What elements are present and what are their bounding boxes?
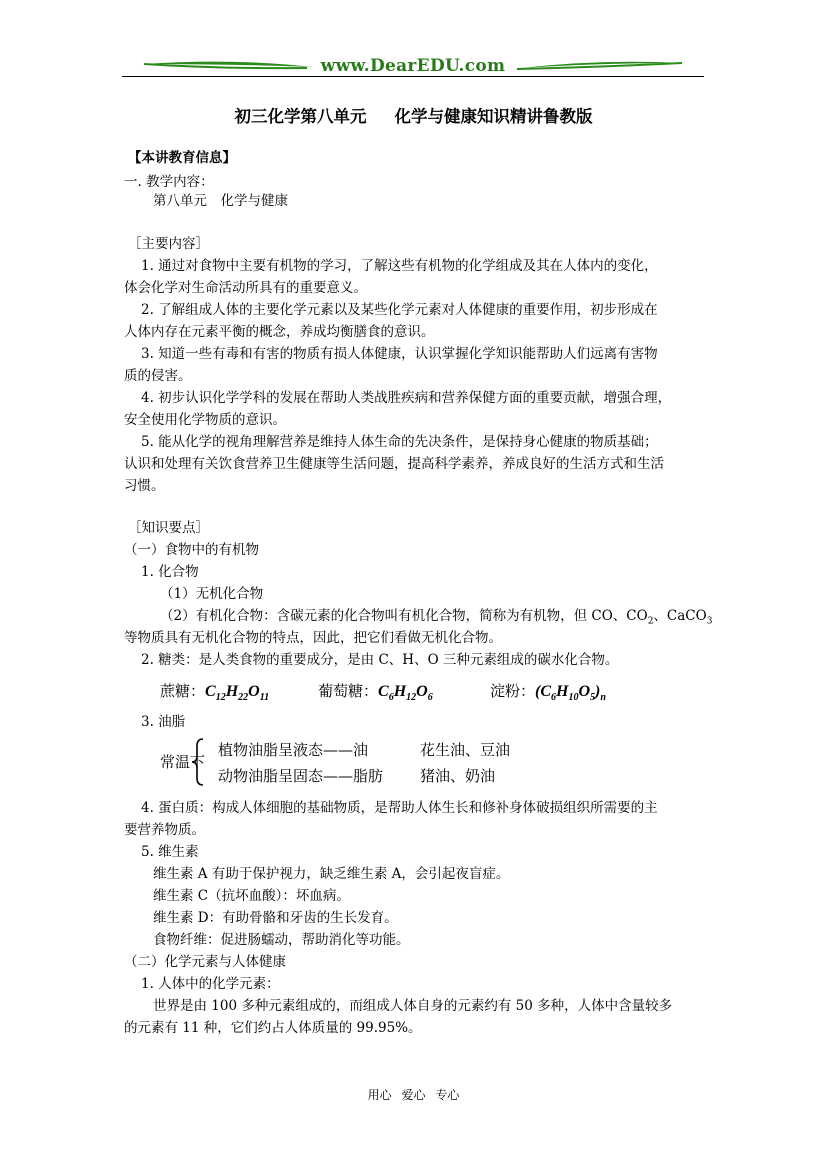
title-left: 初三化学第八单元 bbox=[234, 107, 367, 126]
plant-oil-text: 植物油脂呈液态——油 bbox=[218, 741, 369, 759]
protein-line-b: 要营养物质。 bbox=[124, 822, 205, 838]
fat-heading: 3. 油脂 bbox=[141, 714, 186, 730]
site-header bbox=[122, 55, 704, 77]
animal-fat-examples: 猪油、奶油 bbox=[420, 767, 496, 785]
protein-line-a: 4. 蛋白质：构成人体细胞的基础物质，是帮助人体生长和修补身体破损组织所需要的主 bbox=[141, 800, 658, 816]
main-line-5: 质的侵害。 bbox=[124, 368, 192, 384]
vitamin-d: 维生素 D：有助骨骼和牙齿的生长发育。 bbox=[153, 910, 398, 926]
glucose-chemical: $C_6H_{12}O_6$ bbox=[378, 683, 433, 704]
main-line-10: 习惯。 bbox=[124, 478, 165, 494]
main-line-1: 体会化学对生命活动所具有的重要意义。 bbox=[124, 280, 367, 296]
elements-heading: 1. 人体中的化学元素： bbox=[141, 976, 280, 992]
header-rule bbox=[122, 76, 704, 77]
main-line-0: 1. 通过对食物中主要有机物的学习，了解这些有机物的化学组成及其在人体内的变化， bbox=[141, 258, 658, 274]
teach-content: 第八单元 化学与健康 bbox=[153, 193, 288, 209]
starch-formula bbox=[490, 681, 606, 708]
main-line-4: 3. 知道一些有毒和有害的物质有损人体健康，认识掌握化学知识能帮助人们远离有害物 bbox=[141, 346, 658, 362]
organic-sep: 、CaCO bbox=[653, 608, 707, 624]
main-line-8: 5. 能从化学的视角理解营养是维持人体生命的先决条件，是保持身心健康的物质基础； bbox=[141, 434, 658, 450]
sugar-line: 2. 糖类：是人类食物的重要成分，是由 C、H、O 三种元素组成的碳水化合物。 bbox=[141, 652, 619, 668]
section-info: 【本讲教育信息】 bbox=[128, 150, 236, 166]
glucose-label: 葡萄糖： bbox=[318, 682, 379, 700]
knowledge-label: ［知识要点］ bbox=[128, 520, 209, 536]
caco3-subscript: 3 bbox=[706, 616, 713, 627]
vitamin-c: 维生素 C（抗坏血酸）：坏血病。 bbox=[153, 888, 350, 904]
inorganic-item: （1）无机化合物 bbox=[160, 586, 264, 602]
compound-heading: 1. 化合物 bbox=[141, 564, 199, 580]
footer-word-2: 专心 bbox=[435, 1088, 460, 1102]
main-line-6: 4. 初步认识化学学科的发展在帮助人类战胜疾病和营养保健方面的重要贡献，增强合理， bbox=[141, 390, 672, 406]
sucrose-chemical: $C_{12}H_{22}O_{11}$ bbox=[205, 683, 270, 704]
organic-line-b: 等物质具有无机化合物的特点，因此，把它们看做无机化合物。 bbox=[124, 630, 502, 646]
food-fiber: 食物纤维：促进肠蠕动，帮助消化等功能。 bbox=[153, 932, 410, 948]
page-footer bbox=[0, 1086, 827, 1103]
part2-heading: （二）化学元素与人体健康 bbox=[124, 954, 286, 970]
sucrose-label: 蔗糖： bbox=[160, 682, 206, 700]
page-title bbox=[0, 103, 827, 127]
main-line-3: 人体内存在元素平衡的概念，养成均衡膳食的意识。 bbox=[124, 324, 435, 340]
part1-heading: （一）食物中的有机物 bbox=[124, 542, 259, 558]
animal-fat-text: 动物油脂呈固态——脂肪 bbox=[218, 767, 384, 785]
starch-chemical: $(C_6H_{10}O_5)_n$ bbox=[535, 683, 606, 704]
main-line-9: 认识和处理有关饮食营养卫生健康等生活问题，提高科学素养，养成良好的生活方式和生活 bbox=[124, 456, 664, 472]
elements-line-a: 世界是由 100 多种元素组成的，而组成人体自身的元素约有 50 多种，人体中含量较多 bbox=[153, 998, 673, 1014]
starch-label: 淀粉： bbox=[490, 682, 536, 700]
footer-word-0: 用心 bbox=[367, 1088, 392, 1102]
main-label: ［主要内容］ bbox=[128, 236, 209, 252]
site-url: www.DearEDU.com bbox=[320, 56, 506, 76]
co2-subscript: 2 bbox=[647, 616, 654, 627]
room-temp-label: 常温下 bbox=[160, 753, 206, 771]
vitamin-a: 维生素 A 有助于保护视力，缺乏维生素 A，会引起夜盲症。 bbox=[153, 866, 510, 882]
vitamin-heading: 5. 维生素 bbox=[141, 844, 199, 860]
elements-line-b: 的元素有 11 种，它们约占人体质量的 99.95%。 bbox=[124, 1020, 422, 1036]
organic-text: （2）有机化合物：含碳元素的化合物叫有机化合物，简称为有机物，但 CO、CO bbox=[160, 608, 648, 624]
title-right: 化学与健康知识精讲鲁教版 bbox=[394, 107, 593, 126]
plant-oil-examples: 花生油、豆油 bbox=[420, 741, 511, 759]
glucose-formula bbox=[318, 681, 433, 708]
brace-icon bbox=[191, 738, 205, 786]
teach-label: 一. 教学内容： bbox=[124, 174, 214, 190]
main-line-2: 2. 了解组成人体的主要化学元素以及某些化学元素对人体健康的重要作用，初步形成在 bbox=[141, 302, 658, 318]
footer-word-1: 爱心 bbox=[401, 1088, 426, 1102]
sucrose-formula bbox=[160, 681, 269, 708]
main-line-7: 安全使用化学物质的意识。 bbox=[124, 412, 286, 428]
